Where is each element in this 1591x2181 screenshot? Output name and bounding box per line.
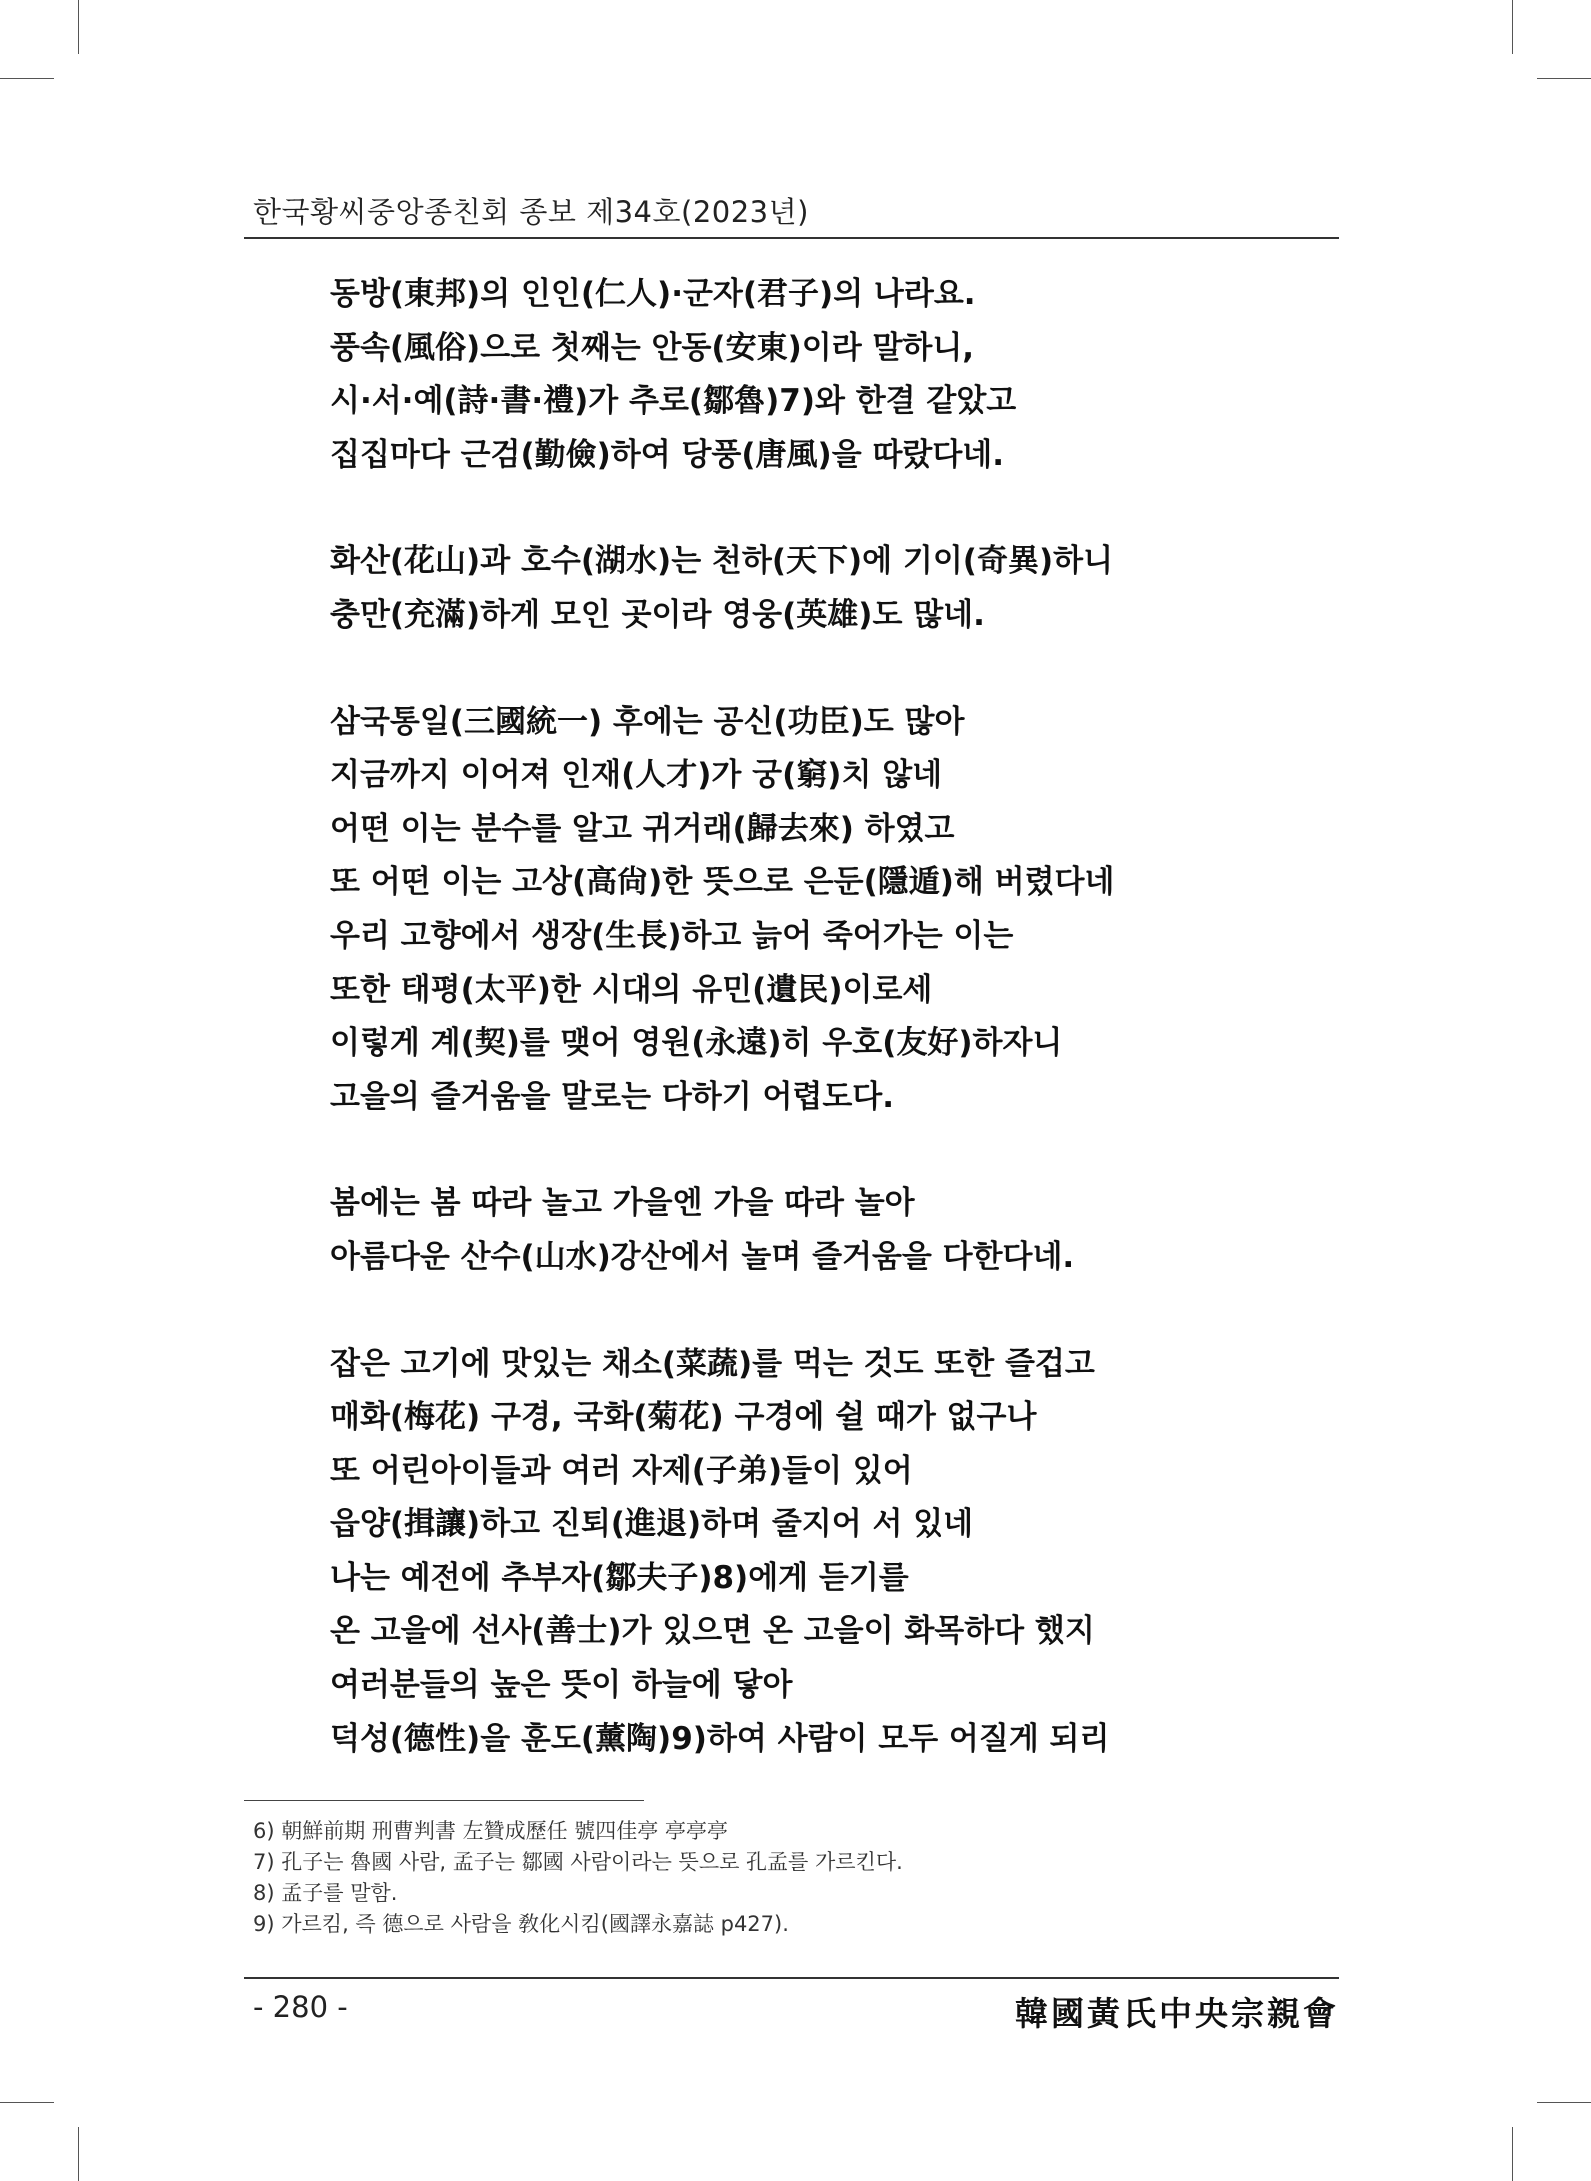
crop-mark [1537,78,1591,79]
poem-line: 동방(東邦)의 인인(仁人)·군자(君子)의 나라요. [330,276,976,312]
header-rule [244,237,1339,239]
footnote-7: 7) 孔子는 魯國 사람, 孟子는 鄒國 사람이라는 뜻으로 孔孟를 가르킨다. [253,1850,903,1874]
running-header: 한국황씨중앙종친회 종보 제34호(2023년) [253,195,809,229]
crop-mark [0,78,54,79]
poem-line: 지금까지 이어져 인재(人才)가 궁(窮)치 않네 [330,757,943,794]
crop-mark [78,0,79,54]
poem-line: 봄에는 봄 따라 놀고 가을엔 가을 따라 놀아 [330,1185,915,1222]
footnote-8: 8) 孟子를 말함. [253,1881,398,1905]
crop-mark [1512,0,1513,54]
crop-mark [78,2127,79,2181]
poem-line: 우리 고향에서 생장(生長)하고 늙어 죽어가는 이는 [330,917,1014,954]
poem-line: 풍속(風俗)으로 첫째는 안동(安東)이라 말하니, [330,329,975,366]
poem-line: 삼국통일(三國統一) 후에는 공신(功臣)도 많아 [330,703,965,740]
footnote-6: 6) 朝鮮前期 刑曹判書 左贊成歷任 號四佳亭 亭亭亭 [253,1819,728,1843]
poem-line: 여러분들의 높은 뜻이 하늘에 닿아 [330,1667,793,1704]
page-number: - 280 - [253,1990,348,2024]
poem-line: 잡은 고기에 맛있는 채소(菜蔬)를 먹는 것도 또한 즐겁고 [330,1345,1095,1382]
poem-line: 나는 예전에 추부자(鄒夫子)8)에게 듣기를 [330,1559,909,1596]
stanza [330,268,1330,482]
stanza [330,535,1330,642]
poem-line: 매화(梅花) 구경, 국화(菊花) 구경에 쉴 때가 없구나 [330,1399,1037,1436]
poem-line: 또한 태평(太平)한 시대의 유민(遺民)이로세 [330,971,933,1008]
poem-line: 집집마다 근검(勤儉)하여 당풍(唐風)을 따랐다네. [330,436,1005,473]
poem-line: 온 고을에 선사(善士)가 있으면 온 고을이 화목하다 했지 [330,1613,1095,1650]
poem-line: 이렇게 계(契)를 맺어 영원(永遠)히 우호(友好)하자니 [330,1025,1063,1062]
poem-line: 어떤 이는 분수를 알고 귀거래(歸去來) 하였고 [330,810,955,847]
crop-mark [1537,2102,1591,2103]
poem-line: 시·서·예(詩·書·禮)가 추로(鄒魯)7)와 한결 같았고 [330,383,1017,420]
poem-line: 또 어린아이들과 여러 자제(子弟)들이 있어 [330,1452,913,1489]
crop-mark [1512,2127,1513,2181]
stanza [330,1338,1330,1767]
poem-line: 충만(充滿)하게 모인 곳이라 영웅(英雄)도 많네. [330,596,985,633]
crop-mark [0,2102,54,2103]
poem-line: 고을의 즐거움을 말로는 다하기 어렵도다. [330,1078,895,1115]
society-name: 韓國黃氏中央宗親會 [1015,1994,1339,2033]
poem-line: 화산(花山)과 호수(湖水)는 천하(天下)에 기이(奇異)하니 [330,543,1114,580]
footnotes [253,1816,903,1940]
poem-line: 아름다운 산수(山水)강산에서 놀며 즐거움을 다한다네. [330,1238,1075,1275]
stanza [330,696,1330,1125]
poem-line: 읍양(揖讓)하고 진퇴(進退)하며 줄지어 서 있네 [330,1506,974,1543]
poem-line: 덕성(德性)을 훈도(薰陶)9)하여 사람이 모두 어질게 되리 [330,1720,1110,1757]
footer-rule [244,1977,1339,1979]
footnote-rule [244,1800,644,1801]
footnote-9: 9) 가르킴, 즉 德으로 사람을 敎化시킴(國譯永嘉誌 p427). [253,1912,789,1936]
stanza [330,1177,1330,1284]
poem-line: 또 어떤 이는 고상(高尙)한 뜻으로 은둔(隱遁)해 버렸다네 [330,864,1115,901]
poem-body [330,268,1330,1766]
